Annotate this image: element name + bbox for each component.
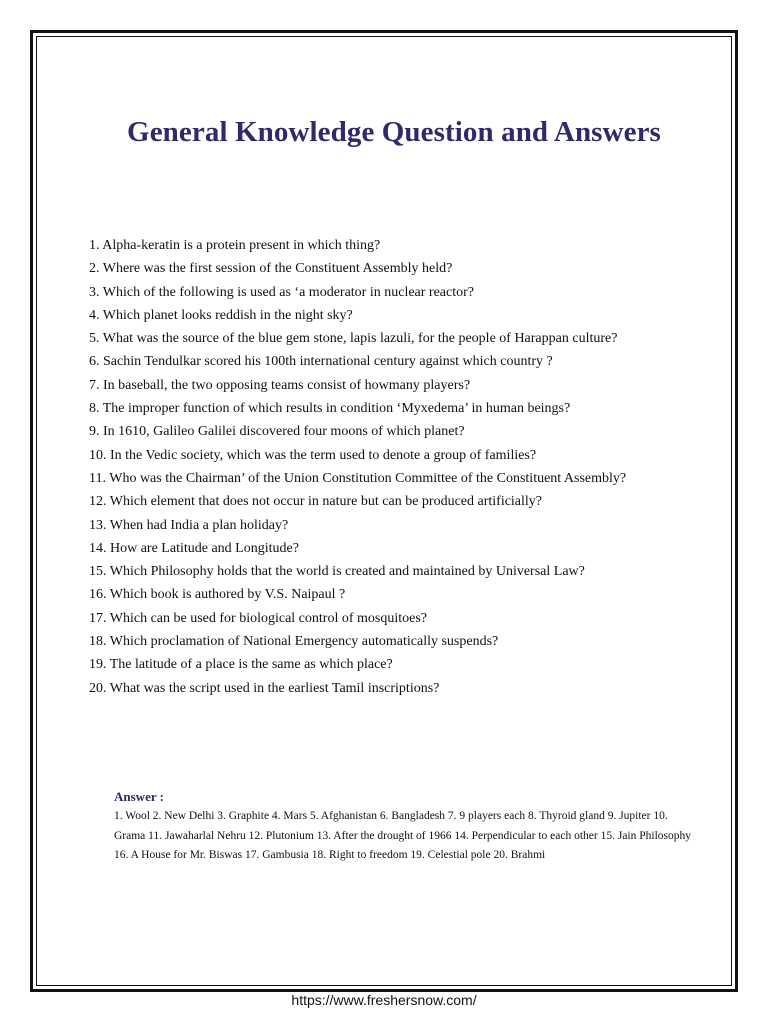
answer-section xyxy=(114,789,694,866)
question-item: 5. What was the source of the blue gem stone, lapis lazuli, for the people of Harappan culture? xyxy=(89,331,618,347)
question-item: 20. What was the script used in the earliest Tamil inscriptions? xyxy=(89,680,440,696)
question-item: 16. Which book is authored by V.S. Naipaul ? xyxy=(89,587,346,603)
question-item: 2. Where was the first session of the Constituent Assembly held? xyxy=(89,261,453,277)
answer-text: 1. Wool 2. New Delhi 3. Graphite 4. Mars 5. Afghanistan 6. Bangladesh 7. 9 players each 8. Thyroid gland 9. Jupiter 10. Grama 11. Jawaharlal Nehru 12. Plutonium 13. After the drought of 1966 14. Perpendicular to each other 15. Jain Philosophy 16. A House for Mr. Biswas 17. Gambusia 18. Right to freedom 19. Celestial pole 20. Brahmi xyxy=(114,810,692,861)
question-item: 19. The latitude of a place is the same as which place? xyxy=(89,657,393,673)
question-item: 11. Who was the Chairman’ of the Union Constitution Committee of the Constituent Assembly? xyxy=(89,470,627,486)
footer-url: https://www.freshersnow.com/ xyxy=(291,992,477,1008)
answer-heading: Answer : xyxy=(114,789,164,804)
question-item: 17. Which can be used for biological control of mosquitoes? xyxy=(89,610,427,626)
question-item: 10. In the Vedic society, which was the term used to denote a group of families? xyxy=(89,447,537,463)
question-item: 18. Which proclamation of National Emergency automatically suspends? xyxy=(89,634,499,650)
question-list xyxy=(89,234,626,700)
question-item: 12. Which element that does not occur in nature but can be produced artificially? xyxy=(89,494,543,510)
question-item: 15. Which Philosophy holds that the world is created and maintained by Universal Law? xyxy=(89,564,585,580)
question-item: 1. Alpha-keratin is a protein present in which thing? xyxy=(89,238,381,253)
question-item: 4. Which planet looks reddish in the night sky? xyxy=(89,307,353,323)
question-item: 13. When had India a plan holiday? xyxy=(89,517,289,533)
question-item: 14. How are Latitude and Longitude? xyxy=(89,540,299,556)
question-item: 8. The improper function of which results in condition ‘Myxedema’ in human beings? xyxy=(89,401,571,417)
question-item: 6. Sachin Tendulkar scored his 100th international century against which country ? xyxy=(89,354,553,370)
page-title: General Knowledge Question and Answers xyxy=(127,116,661,148)
question-item: 9. In 1610, Galileo Galilei discovered four moons of which planet? xyxy=(89,424,465,440)
question-item: 7. In baseball, the two opposing teams consist of howmany players? xyxy=(89,377,471,393)
question-item: 3. Which of the following is used as ‘a moderator in nuclear reactor? xyxy=(89,284,474,300)
